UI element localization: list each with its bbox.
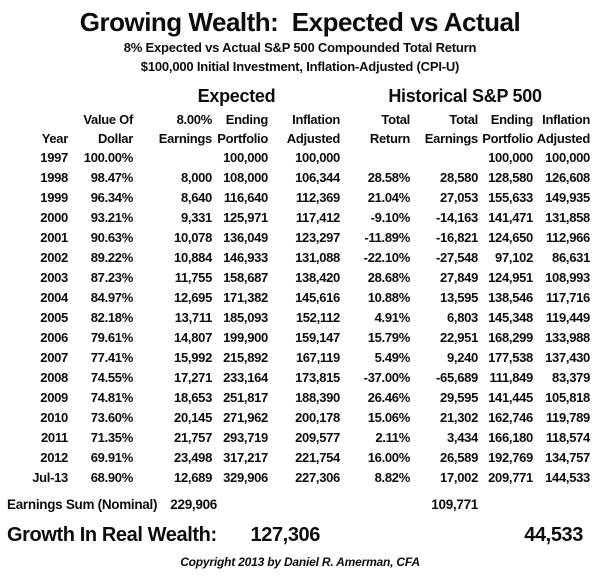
cell-expected-earnings: 8,640	[180, 190, 212, 205]
cell-year: 2010	[40, 410, 68, 425]
cell-sp500-inflation-adjusted: 119,789	[545, 410, 590, 425]
header-cell: Adjusted	[286, 131, 340, 146]
cell-expected-inflation-adjusted: 221,754	[295, 450, 340, 465]
cell-expected-inflation-adjusted: 227,306	[295, 470, 340, 485]
subtitle-line-1: 8% Expected vs Actual S&P 500 Compounded Total Return	[123, 40, 477, 55]
earnings-sum-row	[0, 494, 590, 516]
cell-year: 2004	[40, 290, 68, 305]
header-cell: Value Of	[83, 112, 133, 127]
cell-sp500-total-earnings: -16,821	[436, 230, 478, 245]
cell-expected-earnings: 18,653	[174, 390, 212, 405]
cell-expected-ending-portfolio: 108,000	[223, 170, 268, 185]
cell-sp500-total-return: 15.06%	[367, 410, 410, 425]
cell-value-of-dollar: 71.35%	[90, 430, 133, 445]
column-header-row-2	[0, 129, 590, 148]
cell-expected-inflation-adjusted: 112,369	[295, 190, 340, 205]
cell-expected-ending-portfolio: 125,971	[223, 210, 268, 225]
cell-sp500-inflation-adjusted: 118,574	[545, 430, 590, 445]
column-header-row-1	[0, 110, 590, 129]
cell-sp500-ending-portfolio: 97,102	[495, 250, 533, 265]
cell-sp500-total-earnings: 28,580	[440, 170, 478, 185]
cell-sp500-ending-portfolio: 124,951	[488, 270, 533, 285]
header-cell: Ending	[490, 112, 533, 127]
cell-sp500-ending-portfolio: 124,650	[488, 230, 533, 245]
growth-expected-value: 127,306	[250, 524, 320, 546]
table-row	[0, 408, 590, 428]
cell-sp500-ending-portfolio: 100,000	[488, 150, 533, 165]
cell-expected-earnings: 15,992	[174, 350, 212, 365]
header-cell: Total	[381, 112, 410, 127]
cell-value-of-dollar: 84.97%	[90, 290, 133, 305]
cell-sp500-ending-portfolio: 177,538	[488, 350, 533, 365]
cell-sp500-ending-portfolio: 111,849	[489, 370, 533, 385]
table-body	[0, 148, 590, 488]
cell-expected-ending-portfolio: 251,817	[223, 390, 268, 405]
cell-sp500-total-earnings: 27,053	[440, 190, 478, 205]
table-row	[0, 168, 590, 188]
cell-sp500-ending-portfolio: 209,771	[488, 470, 533, 485]
cell-sp500-total-earnings: 22,951	[440, 330, 478, 345]
subtitle-line-2: $100,000 Initial Investment, Inflation-Adjusted (CPI-U)	[140, 59, 460, 74]
cell-expected-inflation-adjusted: 188,390	[295, 390, 340, 405]
cell-year: Jul-13	[32, 470, 68, 485]
growth-in-real-wealth-row	[0, 520, 590, 550]
cell-sp500-total-earnings: 17,002	[440, 470, 478, 485]
header-cell: Ending	[225, 112, 268, 127]
cell-expected-ending-portfolio: 185,093	[223, 310, 268, 325]
cell-sp500-total-return: 8.82%	[374, 470, 410, 485]
cell-sp500-total-return: 28.68%	[367, 270, 410, 285]
cell-expected-ending-portfolio: 293,719	[223, 430, 268, 445]
cell-expected-ending-portfolio: 199,900	[223, 330, 268, 345]
table-row	[0, 288, 590, 308]
cell-sp500-ending-portfolio: 145,348	[488, 310, 533, 325]
cell-year: 2000	[40, 210, 68, 225]
cell-expected-ending-portfolio: 329,906	[223, 470, 268, 485]
cell-sp500-total-earnings: 9,240	[446, 350, 478, 365]
cell-expected-inflation-adjusted: 173,815	[295, 370, 340, 385]
cell-expected-ending-portfolio: 233,164	[223, 370, 268, 385]
header-cell: Portfolio	[217, 131, 268, 146]
cell-sp500-total-return: 28.58%	[367, 170, 410, 185]
cell-sp500-inflation-adjusted: 117,716	[545, 290, 590, 305]
table-row	[0, 228, 590, 248]
cell-year: 1998	[40, 170, 68, 185]
cell-value-of-dollar: 87.23%	[90, 270, 133, 285]
table-row	[0, 428, 590, 448]
cell-value-of-dollar: 82.18%	[90, 310, 133, 325]
page-title: Growing Wealth: Expected vs Actual	[79, 7, 521, 37]
table-row	[0, 188, 590, 208]
cell-sp500-ending-portfolio: 192,769	[488, 450, 533, 465]
cell-value-of-dollar: 93.21%	[90, 210, 133, 225]
cell-sp500-inflation-adjusted: 86,631	[552, 250, 590, 265]
table-row	[0, 348, 590, 368]
cell-expected-inflation-adjusted: 145,616	[295, 290, 340, 305]
cell-year: 2002	[40, 250, 68, 265]
cell-sp500-inflation-adjusted: 137,430	[545, 350, 590, 365]
cell-expected-earnings: 8,000	[180, 170, 212, 185]
table-row	[0, 388, 590, 408]
header-cell: Portfolio	[482, 131, 533, 146]
earnings-sum-label: Earnings Sum (Nominal)	[7, 497, 158, 512]
group-header-expected: Expected	[197, 86, 276, 106]
cell-sp500-total-earnings: 6,803	[446, 310, 478, 325]
cell-year: 2012	[40, 450, 68, 465]
cell-sp500-total-earnings: 3,434	[446, 430, 478, 445]
cell-expected-inflation-adjusted: 159,147	[295, 330, 340, 345]
cell-value-of-dollar: 79.61%	[90, 330, 133, 345]
header-cell-year: Year	[41, 131, 68, 146]
cell-sp500-total-return: 15.79%	[367, 330, 410, 345]
cell-sp500-total-return: 4.91%	[374, 310, 410, 325]
cell-expected-inflation-adjusted: 100,000	[295, 150, 340, 165]
cell-sp500-inflation-adjusted: 149,935	[545, 190, 590, 205]
cell-expected-ending-portfolio: 116,640	[223, 190, 268, 205]
cell-sp500-ending-portfolio: 128,580	[488, 170, 533, 185]
cell-sp500-ending-portfolio: 166,180	[488, 430, 533, 445]
cell-sp500-inflation-adjusted: 133,988	[545, 330, 590, 345]
cell-value-of-dollar: 90.63%	[90, 230, 133, 245]
cell-sp500-ending-portfolio: 168,299	[488, 330, 533, 345]
cell-expected-ending-portfolio: 146,933	[223, 250, 268, 265]
cell-year: 2008	[40, 370, 68, 385]
cell-year: 1999	[40, 190, 68, 205]
cell-year: 2001	[40, 230, 68, 245]
group-spacer	[0, 86, 133, 110]
cell-year: 2007	[40, 350, 68, 365]
cell-expected-earnings: 11,755	[174, 270, 212, 285]
cell-sp500-total-return: -11.89%	[364, 230, 410, 245]
table-row	[0, 368, 590, 388]
header-cell: Total	[449, 112, 478, 127]
cell-value-of-dollar: 89.22%	[90, 250, 133, 265]
cell-sp500-inflation-adjusted: 126,608	[545, 170, 590, 185]
header-cell	[0, 110, 68, 129]
cell-sp500-inflation-adjusted: 134,757	[545, 450, 590, 465]
cell-sp500-total-earnings: 21,302	[440, 410, 478, 425]
table-row	[0, 268, 590, 288]
cell-expected-earnings: 21,757	[174, 430, 212, 445]
cell-sp500-total-return: 5.49%	[374, 350, 410, 365]
earnings-sum-expected-value: 229,906	[170, 497, 217, 512]
header-cell: Earnings	[424, 131, 478, 146]
table-row	[0, 328, 590, 348]
header-cell: Dollar	[97, 131, 133, 146]
table-row	[0, 148, 590, 168]
cell-value-of-dollar: 96.34%	[90, 190, 133, 205]
cell-expected-inflation-adjusted: 200,178	[295, 410, 340, 425]
column-group-header-row	[0, 86, 590, 110]
cell-value-of-dollar: 74.81%	[90, 390, 133, 405]
header-cell: Earnings	[158, 131, 212, 146]
header-cell: Inflation	[542, 112, 590, 127]
cell-expected-earnings: 23,498	[174, 450, 212, 465]
copyright-notice: Copyright 2013 by Daniel R. Amerman, CFA	[180, 555, 420, 569]
cell-sp500-total-earnings: 13,595	[440, 290, 478, 305]
table-row	[0, 308, 590, 328]
cell-sp500-total-return: 10.88%	[367, 290, 410, 305]
cell-expected-inflation-adjusted: 106,344	[295, 170, 340, 185]
cell-sp500-total-return: 16.00%	[367, 450, 410, 465]
cell-sp500-inflation-adjusted: 119,449	[545, 310, 590, 325]
cell-expected-ending-portfolio: 271,962	[223, 410, 268, 425]
cell-year: 2005	[40, 310, 68, 325]
cell-sp500-total-earnings: -14,163	[436, 210, 478, 225]
cell-sp500-inflation-adjusted: 131,858	[545, 210, 590, 225]
table-row	[0, 248, 590, 268]
group-header-historical-sp500: Historical S&P 500	[388, 86, 542, 106]
cell-expected-earnings: 17,271	[174, 370, 212, 385]
cell-year: 2006	[40, 330, 68, 345]
cell-sp500-total-return: 21.04%	[367, 190, 410, 205]
cell-sp500-total-return: -37.00%	[363, 370, 410, 385]
cell-expected-earnings: 12,695	[174, 290, 212, 305]
cell-sp500-inflation-adjusted: 144,533	[545, 470, 590, 485]
cell-value-of-dollar: 68.90%	[90, 470, 133, 485]
table-row	[0, 208, 590, 228]
cell-year: 2009	[40, 390, 68, 405]
cell-sp500-inflation-adjusted: 105,818	[545, 390, 590, 405]
cell-value-of-dollar: 74.55%	[90, 370, 133, 385]
cell-expected-inflation-adjusted: 131,088	[295, 250, 340, 265]
cell-expected-ending-portfolio: 158,687	[223, 270, 268, 285]
table-row	[0, 468, 590, 488]
cell-expected-earnings: 14,807	[174, 330, 212, 345]
cell-sp500-ending-portfolio: 141,471	[488, 210, 533, 225]
cell-sp500-total-return: 26.46%	[367, 390, 410, 405]
header-cell: Adjusted	[536, 131, 590, 146]
header-cell: Return	[369, 131, 410, 146]
cell-expected-inflation-adjusted: 167,119	[295, 350, 340, 365]
cell-expected-ending-portfolio: 136,049	[223, 230, 268, 245]
cell-sp500-total-return: -22.10%	[363, 250, 410, 265]
cell-expected-ending-portfolio: 171,382	[223, 290, 268, 305]
table-row	[0, 448, 590, 468]
cell-expected-earnings: 10,884	[174, 250, 212, 265]
cell-value-of-dollar: 69.91%	[90, 450, 133, 465]
cell-sp500-inflation-adjusted: 100,000	[545, 150, 590, 165]
cell-expected-earnings: 9,331	[180, 210, 212, 225]
cell-year: 2003	[40, 270, 68, 285]
cell-sp500-ending-portfolio: 141,445	[488, 390, 533, 405]
cell-expected-earnings: 10,078	[174, 230, 212, 245]
cell-sp500-ending-portfolio: 162,746	[488, 410, 533, 425]
cell-sp500-total-earnings: -65,689	[436, 370, 478, 385]
cell-expected-earnings: 12,689	[174, 470, 212, 485]
cell-expected-ending-portfolio: 100,000	[223, 150, 268, 165]
cell-year: 2011	[40, 430, 68, 445]
growth-label: Growth In Real Wealth:	[7, 524, 217, 546]
cell-sp500-total-return: -9.10%	[370, 210, 410, 225]
cell-expected-ending-portfolio: 317,217	[223, 450, 268, 465]
cell-sp500-ending-portfolio: 138,546	[488, 290, 533, 305]
cell-sp500-inflation-adjusted: 108,993	[545, 270, 590, 285]
earnings-sum-historical-value: 109,771	[431, 497, 478, 512]
cell-value-of-dollar: 98.47%	[90, 170, 133, 185]
cell-value-of-dollar: 77.41%	[90, 350, 133, 365]
cell-sp500-total-earnings: 27,849	[440, 270, 478, 285]
cell-expected-earnings: 13,711	[174, 310, 212, 325]
growth-historical-value: 44,533	[524, 524, 583, 546]
cell-expected-earnings: 20,145	[174, 410, 212, 425]
data-table	[0, 86, 590, 550]
cell-expected-inflation-adjusted: 117,412	[295, 210, 340, 225]
cell-sp500-inflation-adjusted: 112,966	[545, 230, 590, 245]
header-cell: 8.00%	[176, 112, 212, 127]
cell-value-of-dollar: 100.00%	[83, 150, 133, 165]
cell-expected-inflation-adjusted: 138,420	[295, 270, 340, 285]
cell-sp500-total-earnings: 29,595	[440, 390, 478, 405]
cell-expected-inflation-adjusted: 209,577	[295, 430, 340, 445]
cell-value-of-dollar: 73.60%	[90, 410, 133, 425]
cell-sp500-total-earnings: 26,589	[440, 450, 478, 465]
cell-sp500-total-return: 2.11%	[375, 430, 410, 445]
cell-sp500-ending-portfolio: 155,633	[488, 190, 533, 205]
cell-sp500-total-earnings: -27,548	[436, 250, 478, 265]
cell-expected-inflation-adjusted: 123,297	[295, 230, 340, 245]
cell-expected-inflation-adjusted: 152,112	[295, 310, 340, 325]
cell-sp500-inflation-adjusted: 83,379	[552, 370, 590, 385]
header-cell: Inflation	[292, 112, 340, 127]
cell-expected-ending-portfolio: 215,892	[223, 350, 268, 365]
cell-year: 1997	[40, 150, 68, 165]
